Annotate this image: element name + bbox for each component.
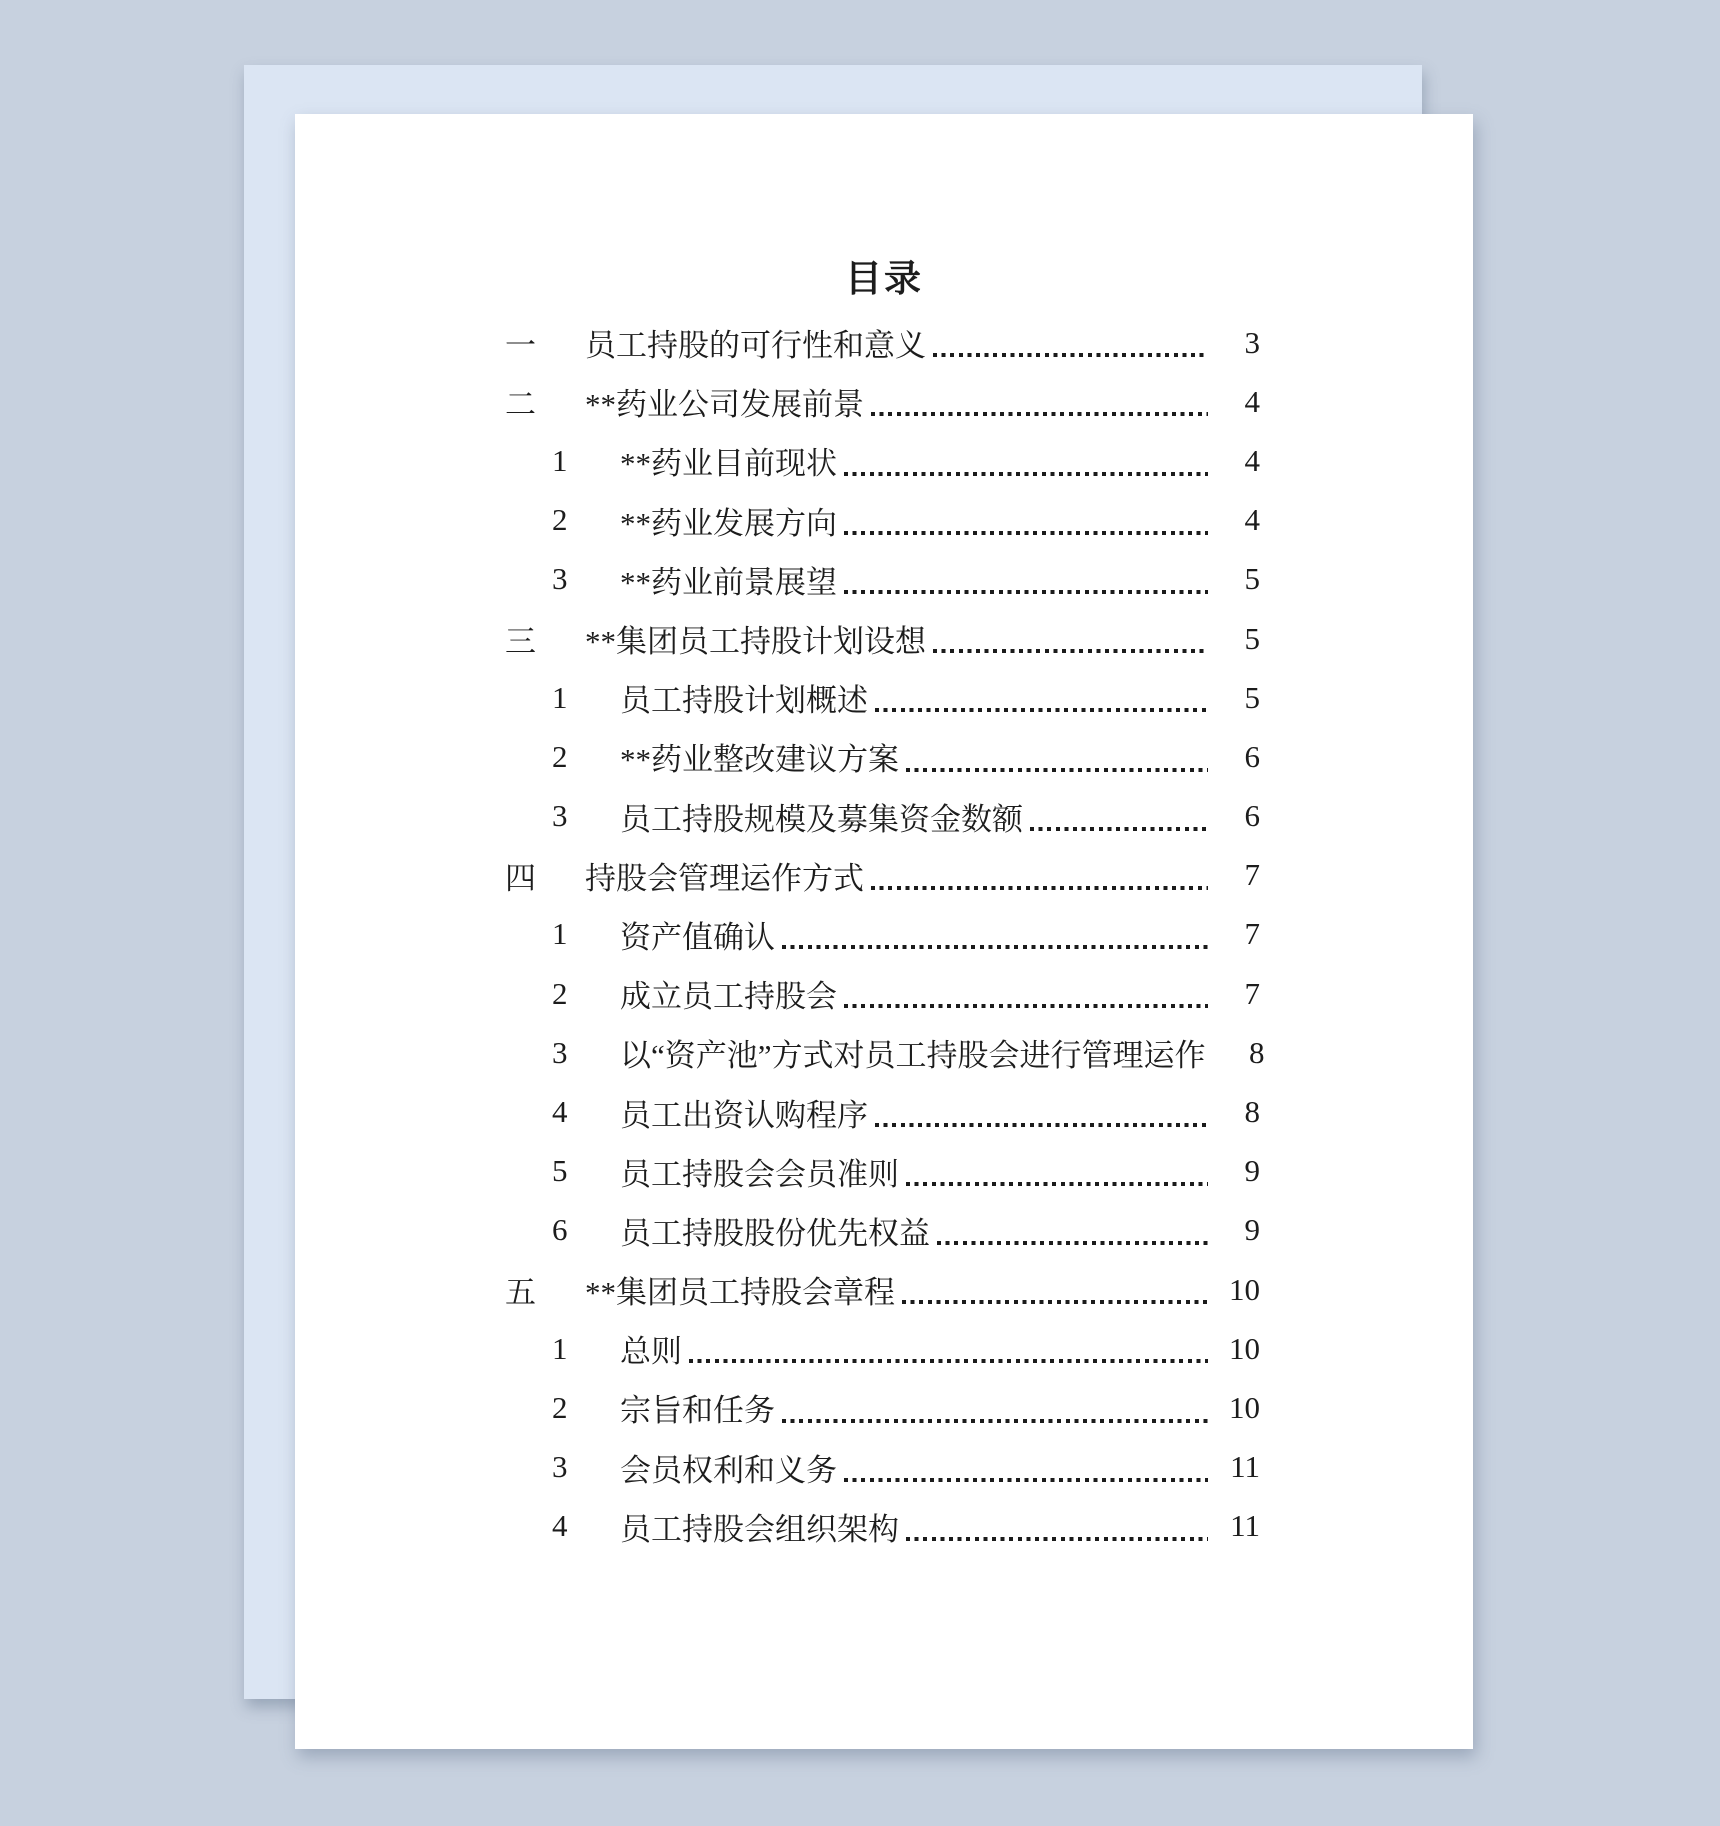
toc-entry-label: **药业整改建议方案 <box>620 742 899 778</box>
toc-entry-page: 9 <box>1244 1212 1260 1248</box>
dot-leader <box>782 1419 1208 1423</box>
toc-entry-marker: 2 <box>552 975 568 1011</box>
dot-leader <box>844 531 1208 535</box>
dot-leader <box>1030 827 1208 831</box>
toc-entry-label: 会员权利和义务 <box>620 1452 837 1488</box>
toc-entry-label: 总则 <box>620 1334 682 1370</box>
toc-entry-label: 成立员工持股会 <box>620 979 837 1015</box>
toc-entry-marker: 2 <box>552 1389 568 1425</box>
toc-entry-label: 员工出资认购程序 <box>620 1097 868 1133</box>
toc-entry-label: 员工持股的可行性和意义 <box>585 328 926 364</box>
toc-entry-page: 5 <box>1244 679 1260 715</box>
toc-entry-page: 8 <box>1244 1094 1260 1130</box>
toc-entry[interactable] <box>295 846 1473 905</box>
toc-list <box>295 313 1473 1556</box>
toc-entry-page: 4 <box>1244 442 1260 478</box>
toc-entry-label: **药业发展方向 <box>620 505 837 541</box>
toc-entry-label: **集团员工持股会章程 <box>585 1275 895 1311</box>
toc-entry[interactable] <box>295 491 1473 550</box>
dot-leader <box>782 945 1208 949</box>
toc-entry-page: 3 <box>1244 324 1260 360</box>
toc-entry-label: 资产值确认 <box>620 919 775 955</box>
dot-leader <box>871 886 1208 890</box>
toc-entry-marker: 1 <box>552 442 568 478</box>
toc-entry[interactable] <box>295 609 1473 668</box>
toc-entry-marker: 3 <box>552 798 568 834</box>
toc-entry-page: 11 <box>1230 1449 1260 1485</box>
toc-entry[interactable] <box>295 964 1473 1023</box>
toc-entry-marker: 2 <box>552 502 568 538</box>
toc-entry-page: 4 <box>1244 383 1260 419</box>
dot-leader <box>902 1300 1208 1304</box>
toc-entry-marker: 二 <box>505 387 536 423</box>
toc-entry-marker: 三 <box>505 624 536 660</box>
toc-entry[interactable] <box>295 372 1473 431</box>
toc-entry-label: 以“资产池”方式对员工持股会进行管理运作 <box>620 1038 1206 1074</box>
toc-entry-label: 员工持股会会员准则 <box>620 1156 899 1192</box>
toc-entry-marker: 3 <box>552 561 568 597</box>
toc-entry[interactable] <box>295 1082 1473 1141</box>
dot-leader <box>875 1123 1208 1127</box>
toc-entry-page: 7 <box>1244 916 1260 952</box>
toc-entry-page: 6 <box>1244 738 1260 774</box>
toc-entry[interactable] <box>295 1497 1473 1556</box>
toc-entry[interactable] <box>295 1260 1473 1319</box>
toc-entry-label: **药业公司发展前景 <box>585 387 864 423</box>
toc-entry-page: 6 <box>1244 798 1260 834</box>
toc-entry-label: 员工持股计划概述 <box>620 683 868 719</box>
toc-title: 目录 <box>845 259 923 300</box>
toc-entry-label: **药业目前现状 <box>620 446 837 482</box>
toc-entry-marker: 4 <box>552 1508 568 1544</box>
toc-entry-label: 持股会管理运作方式 <box>585 860 864 896</box>
dot-leader <box>871 412 1208 416</box>
toc-entry-marker: 五 <box>505 1275 536 1311</box>
toc-entry-marker: 2 <box>552 738 568 774</box>
toc-entry-marker: 1 <box>552 916 568 952</box>
dot-leader <box>906 1182 1208 1186</box>
toc-entry-marker: 一 <box>505 328 536 364</box>
dot-leader <box>689 1359 1208 1363</box>
toc-entry-marker: 4 <box>552 1094 568 1130</box>
toc-entry[interactable] <box>295 1378 1473 1437</box>
toc-entry-marker: 四 <box>505 860 536 896</box>
toc-entry-page: 10 <box>1229 1389 1260 1425</box>
toc-entry[interactable] <box>295 787 1473 846</box>
toc-entry-page: 10 <box>1229 1330 1260 1366</box>
toc-entry[interactable] <box>295 905 1473 964</box>
dot-leader <box>906 1537 1208 1541</box>
dot-leader <box>844 472 1208 476</box>
dot-leader <box>844 1478 1208 1482</box>
dot-leader <box>844 1004 1208 1008</box>
dot-leader <box>937 1241 1208 1245</box>
toc-entry[interactable] <box>295 431 1473 490</box>
toc-entry-marker: 1 <box>552 679 568 715</box>
toc-entry-label: 员工持股股份优先权益 <box>620 1215 930 1251</box>
toc-entry[interactable] <box>295 1319 1473 1378</box>
dot-leader <box>906 768 1208 772</box>
dot-leader <box>933 649 1208 653</box>
toc-entry-page: 8 <box>1249 1034 1265 1070</box>
toc-entry[interactable] <box>295 313 1473 372</box>
document-page <box>295 114 1473 1749</box>
toc-entry-label: **药业前景展望 <box>620 564 837 600</box>
toc-entry-page: 5 <box>1244 620 1260 656</box>
toc-entry-marker: 3 <box>552 1034 568 1070</box>
toc-entry[interactable] <box>295 550 1473 609</box>
toc-entry-page: 11 <box>1230 1508 1260 1544</box>
dot-leader <box>844 590 1208 594</box>
toc-entry-page: 9 <box>1244 1153 1260 1189</box>
dot-leader <box>875 708 1208 712</box>
toc-entry-marker: 5 <box>552 1153 568 1189</box>
toc-entry[interactable] <box>295 1438 1473 1497</box>
toc-entry-marker: 3 <box>552 1449 568 1485</box>
toc-entry[interactable] <box>295 1142 1473 1201</box>
toc-entry-label: 员工持股会组织架构 <box>620 1511 899 1547</box>
toc-entry[interactable] <box>295 1201 1473 1260</box>
toc-entry-page: 5 <box>1244 561 1260 597</box>
toc-entry-label: 宗旨和任务 <box>620 1393 775 1429</box>
toc-entry-label: 员工持股规模及募集资金数额 <box>620 801 1023 837</box>
toc-entry-marker: 6 <box>552 1212 568 1248</box>
toc-entry[interactable] <box>295 668 1473 727</box>
toc-entry-page: 10 <box>1229 1271 1260 1307</box>
toc-entry-page: 4 <box>1244 502 1260 538</box>
toc-entry[interactable] <box>295 1023 1473 1082</box>
toc-entry[interactable] <box>295 727 1473 786</box>
toc-entry-label: **集团员工持股计划设想 <box>585 624 926 660</box>
dot-leader <box>933 353 1208 357</box>
toc-entry-page: 7 <box>1244 857 1260 893</box>
toc-entry-page: 7 <box>1244 975 1260 1011</box>
toc-entry-marker: 1 <box>552 1330 568 1366</box>
